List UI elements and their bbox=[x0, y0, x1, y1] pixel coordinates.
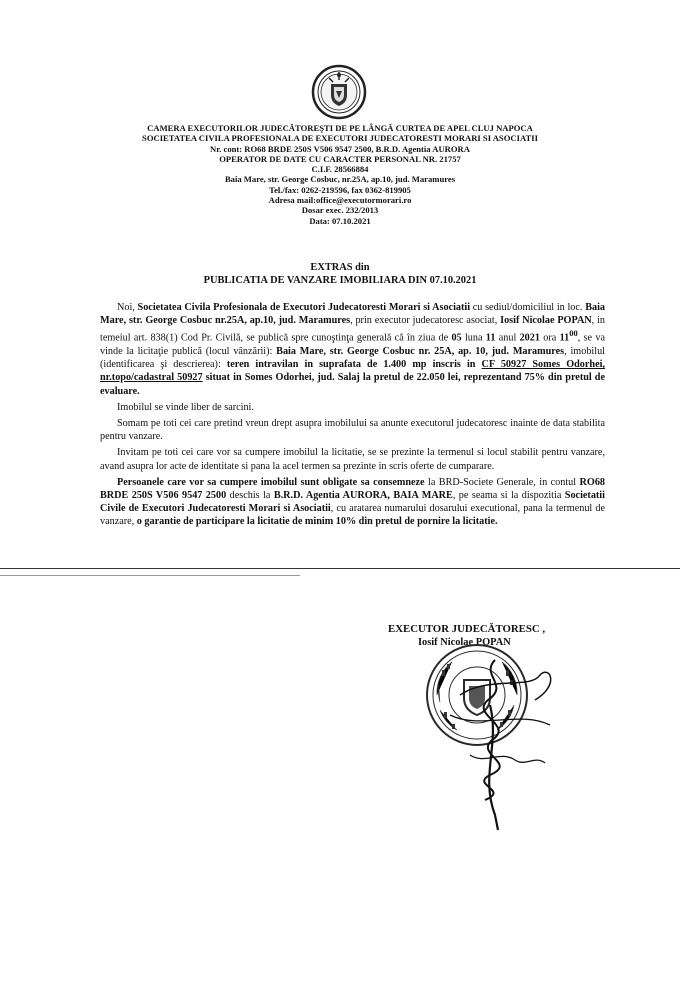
chamber-name: CAMERA EXECUTORILOR JUDECĂTOREŞTI DE PE LÂNGĂ CURTEA DE APEL CLUJ NAPOCA bbox=[147, 123, 533, 133]
paragraph-deposit: Persoanele care vor sa cumpere imobilul sunt obligate sa consemneze la BRD-Societe Generale, in contul RO68 BRDE 250S V506 9547 2500 deschis la B.R.D. Agentia AURORA, BAIA MARE, pe seama si la dispozitia Societatii Civile de Executori Judecatoresti Morari si Asociatii, cu aratarea numarului dosarului executional, pana la termenul de vanzare, o garantie de participare la licitatie de minim 10% din pretul de pornire la licitatie. bbox=[100, 476, 605, 528]
title-line-2: PUBLICATIA DE VANZARE IMOBILIARA DIN 07.10.2021 bbox=[203, 274, 477, 286]
paragraph-sale-notice: Noi, Societatea Civila Profesionala de Executori Judecatoresti Morari si Asociatii cu sediul/domiciliul in loc. Baia Mare, str. George Cosbuc nr.25A, ap.10, jud. Maramures, prin executor judecatoresc asociat, Iosif Nicolae POPAN, in temeiul art. 838(1) Cod Pr. Civilă, se publică spre cunoştinţa generală că în ziua de 05 luna 11 anul 2021 ora $11^{00}$, se va vinde la licitaţie publică (locul vânzării): Baia Mare, str. George Cosbuc nr. 25A, ap. 10, jud. Maramures, imobilul (identificarea şi descrierea): teren intravilan in suprafata de 1.400 mp inscris in CF 50927 Somes Odorhei, nr.topo/cadastral 50927 situat in Somes Odorhei, jud. Salaj la pretul de 22.050 lei, reprezentand 75% din pretul de evaluare. bbox=[100, 302, 606, 397]
document-date: Data: 07.10.2021 bbox=[309, 215, 371, 226]
case-number: Dosar exec. 232/2013 bbox=[301, 205, 379, 216]
email-address: Adresa mail:office@executormorari.ro bbox=[268, 195, 412, 206]
document-body bbox=[100, 301, 605, 532]
data-operator-number: OPERATOR DE DATE CU CARACTER PERSONAL NR. 21757 bbox=[219, 153, 461, 164]
address: Baia Mare, str. George Cosbuc, nr.25A, ap.10, jud. Maramures bbox=[224, 174, 456, 185]
coat-of-arms-emblem bbox=[311, 64, 367, 120]
executor-name: Iosif Nicolae POPAN bbox=[418, 637, 511, 648]
scan-line-secondary bbox=[0, 575, 300, 576]
document-title bbox=[100, 262, 580, 287]
handwritten-signature bbox=[440, 655, 570, 835]
bank-account: Nr. cont: RO68 BRDE 250S V506 9547 2500, B.R.D. Agentia AURORA bbox=[210, 143, 470, 154]
executor-title: EXECUTOR JUDECĂTORESC , bbox=[388, 623, 546, 635]
phone-fax: Tel./fax: 0262-219596, fax 0362-819905 bbox=[269, 184, 411, 195]
scan-line bbox=[0, 568, 680, 569]
paragraph-summons: Somam pe toti cei care pretind vreun drept asupra imobilului sa anunte executorul judecatoresc inainte de data stabilita pentru vanzare. bbox=[100, 418, 605, 443]
paragraph-invitation: Invitam pe toti cei care vor sa cumpere imobilul la licitatie, se se prezinte la termenul si locul stabilit pentru vanzare, avand asupra lor acte de identitate si pana la acel termen sa prezinte in scris oferte de cumparare. bbox=[100, 447, 605, 472]
company-name: SOCIETATEA CIVILA PROFESIONALA DE EXECUTORI JUDECATORESTI MORARI SI ASOCIATII bbox=[142, 133, 538, 144]
letterhead bbox=[100, 123, 580, 226]
paragraph-encumbrance: Imobilul se vinde liber de sarcini. bbox=[117, 401, 254, 413]
title-line-1: EXTRAS din bbox=[310, 262, 370, 273]
tax-id: C.I.F. 28566884 bbox=[311, 164, 369, 175]
